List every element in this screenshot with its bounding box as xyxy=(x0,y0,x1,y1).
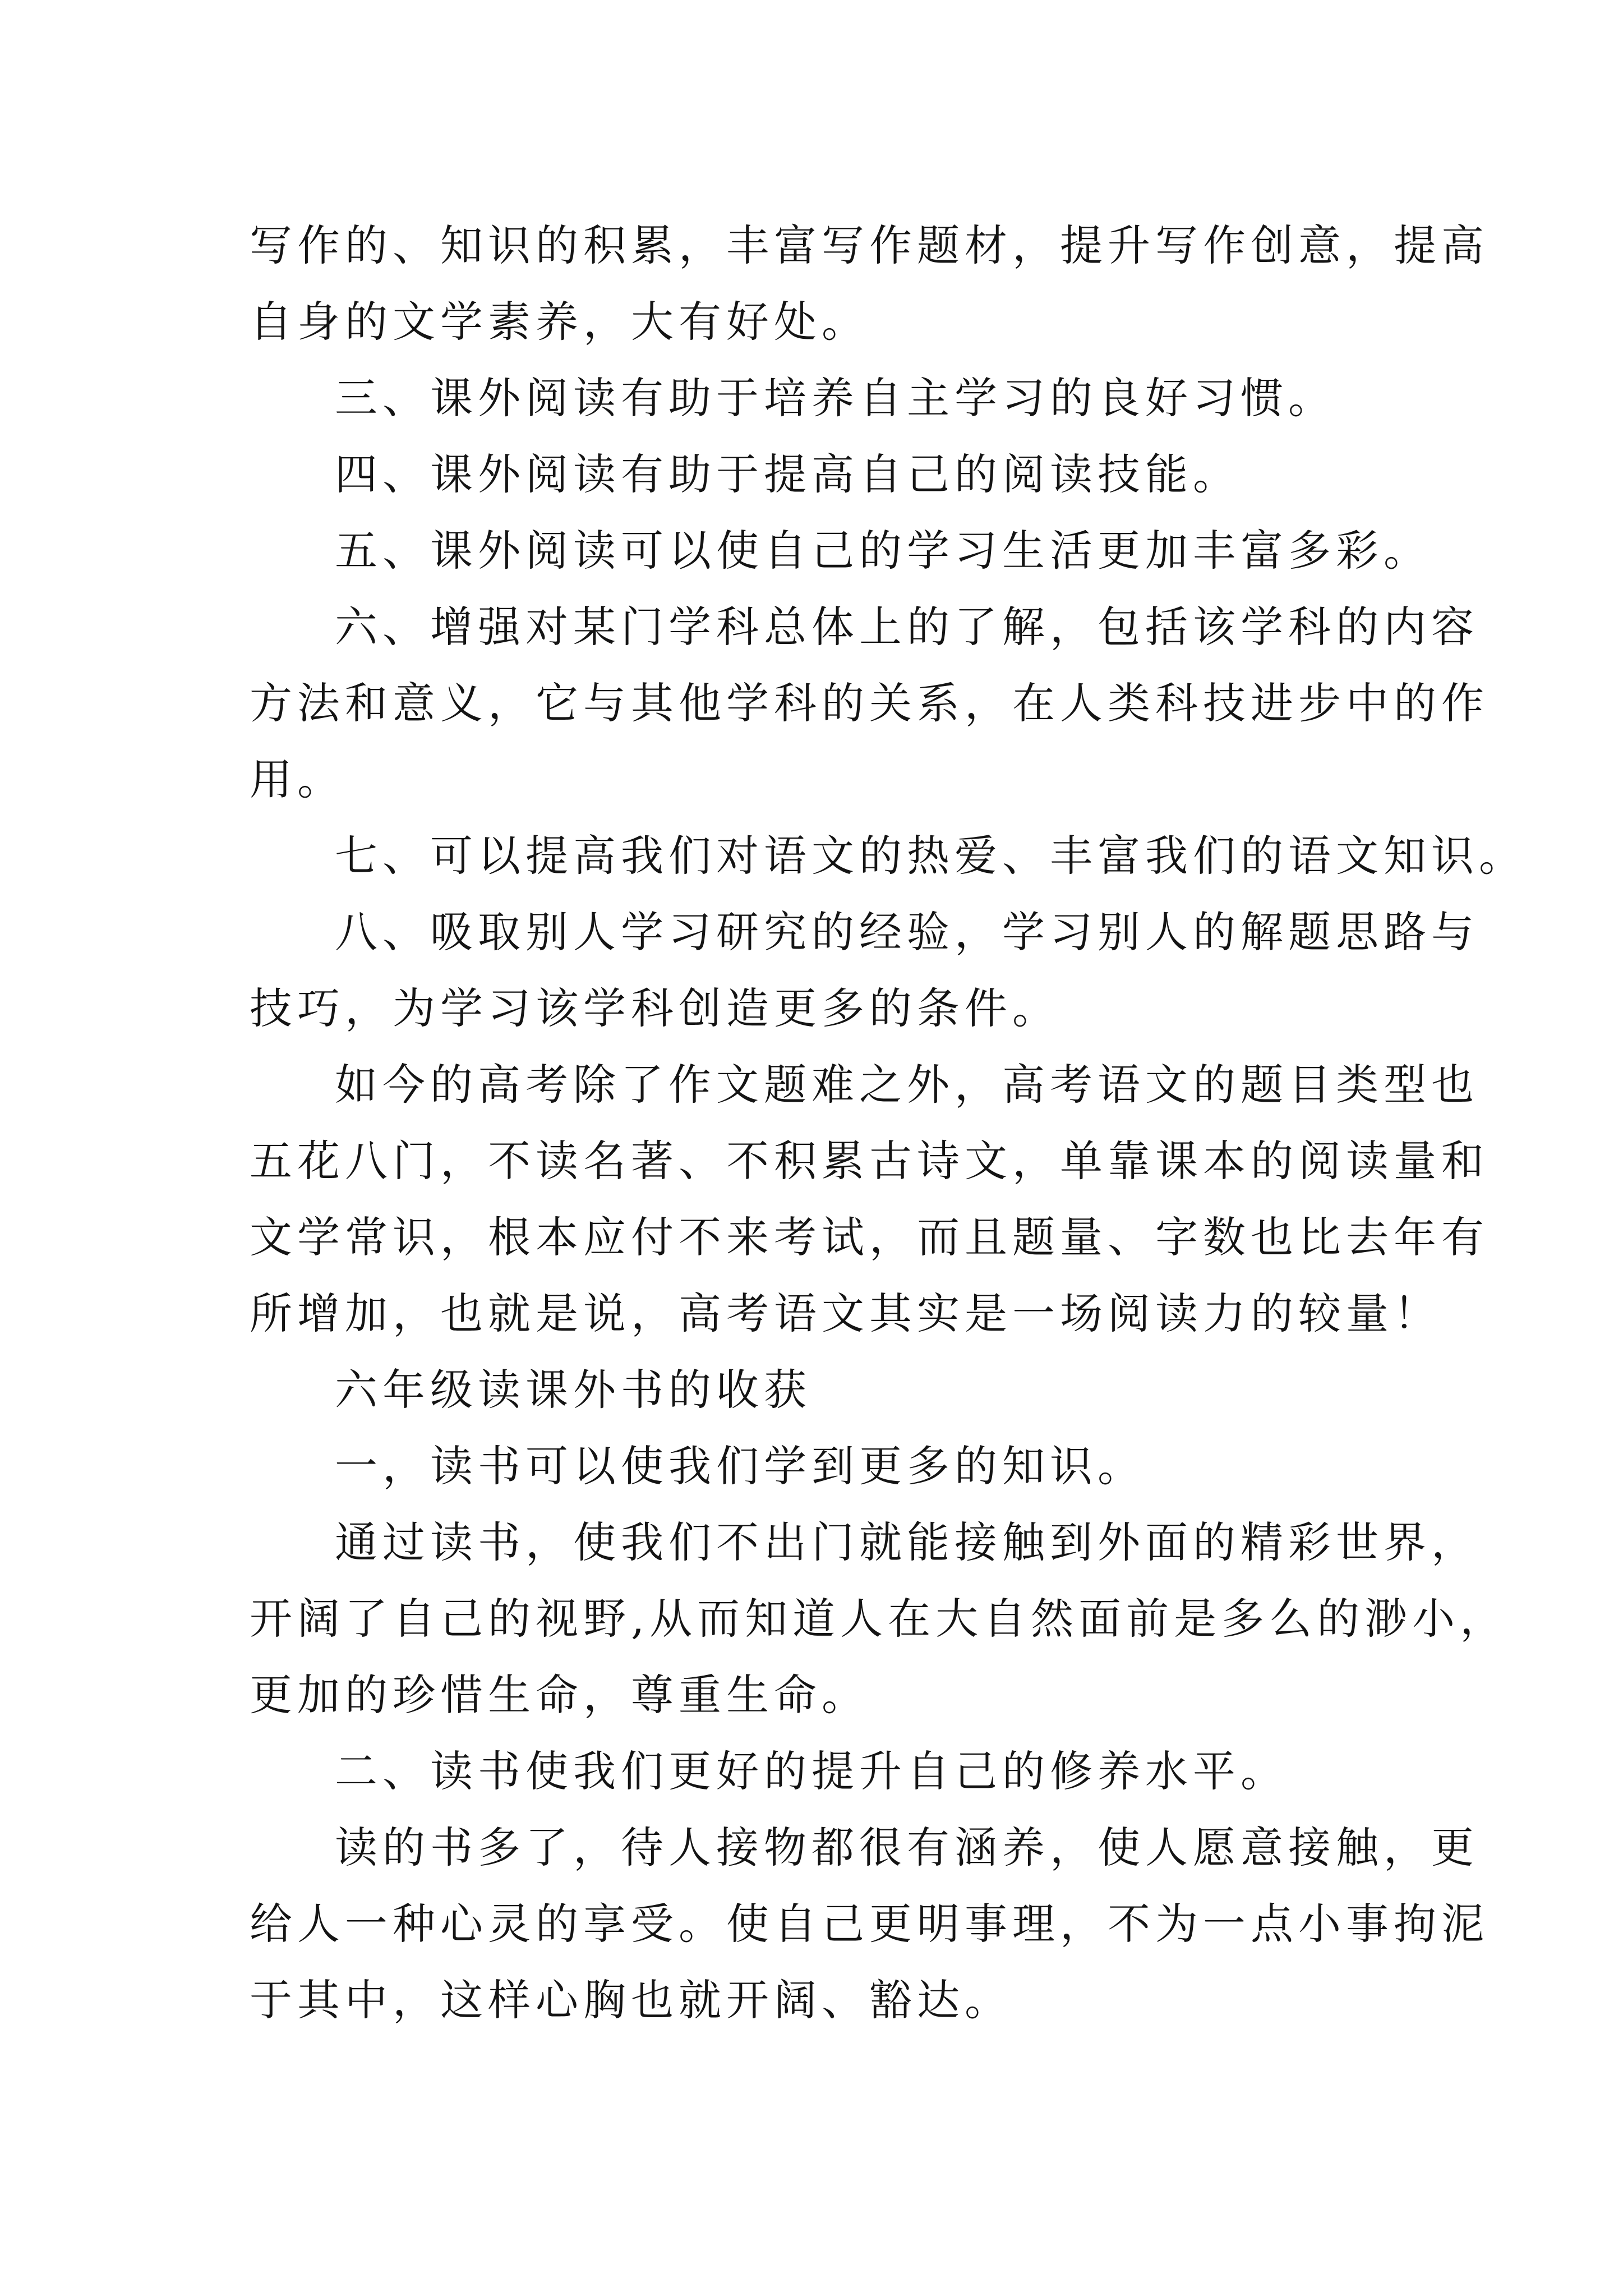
text-line: 四、课外阅读有助于提高自己的阅读技能。 xyxy=(335,449,1241,499)
text-line: 八、吸取别人学习研究的经验，学习别人的解题思路与 xyxy=(335,907,1479,957)
document-body xyxy=(250,208,1527,2039)
text-line: 六年级读课外书的收获 xyxy=(335,1365,811,1415)
text-line: 文学常识，根本应付不来考试，而且题量、字数也比去年有 xyxy=(250,1212,1489,1262)
text-line: 用。 xyxy=(250,754,345,804)
text-line: 所增加，也就是说，高考语文其实是一场阅读力的较量！ xyxy=(250,1289,1441,1338)
text-line: 更加的珍惜生命，尊重生命。 xyxy=(250,1670,869,1720)
text-line: 三、课外阅读有助于培养自主学习的良好习惯。 xyxy=(335,373,1336,423)
text-line: 自身的文学素养，大有好处。 xyxy=(250,297,869,347)
text-line: 七、可以提高我们对语文的热爱、丰富我们的语文知识。 xyxy=(335,831,1527,881)
text-line: 方法和意义，它与其他学科的关系，在人类科技进步中的作 xyxy=(250,678,1489,728)
text-line: 写作的、知识的积累，丰富写作题材，提升写作创意，提高 xyxy=(250,220,1489,270)
text-line: 一，读书可以使我们学到更多的知识。 xyxy=(335,1441,1145,1491)
text-line: 五、课外阅读可以使自己的学习生活更加丰富多彩。 xyxy=(335,526,1431,576)
text-line: 六、增强对某门学科总体上的了解，包括该学科的内容 xyxy=(335,602,1479,652)
text-line: 通过读书，使我们不出门就能接触到外面的精彩世界， xyxy=(335,1517,1479,1567)
text-line: 如今的高考除了作文题难之外，高考语文的题目类型也 xyxy=(335,1060,1479,1110)
text-line: 给人一种心灵的享受。使自己更明事理，不为一点小事拘泥 xyxy=(250,1899,1489,1949)
text-line: 读的书多了，待人接物都很有涵养，使人愿意接触，更 xyxy=(335,1823,1479,1872)
text-line: 二、读书使我们更好的提升自己的修养水平。 xyxy=(335,1746,1288,1796)
text-line: 五花八门，不读名著、不积累古诗文，单靠课本的阅读量和 xyxy=(250,1136,1489,1186)
text-line: 技巧，为学习该学科创造更多的条件。 xyxy=(250,983,1060,1033)
text-line: 于其中，这样心胸也就开阔、豁达。 xyxy=(250,1975,1012,2025)
text-line: 开阔了自己的视野,从而知道人在大自然面前是多么的渺小， xyxy=(250,1594,1508,1644)
